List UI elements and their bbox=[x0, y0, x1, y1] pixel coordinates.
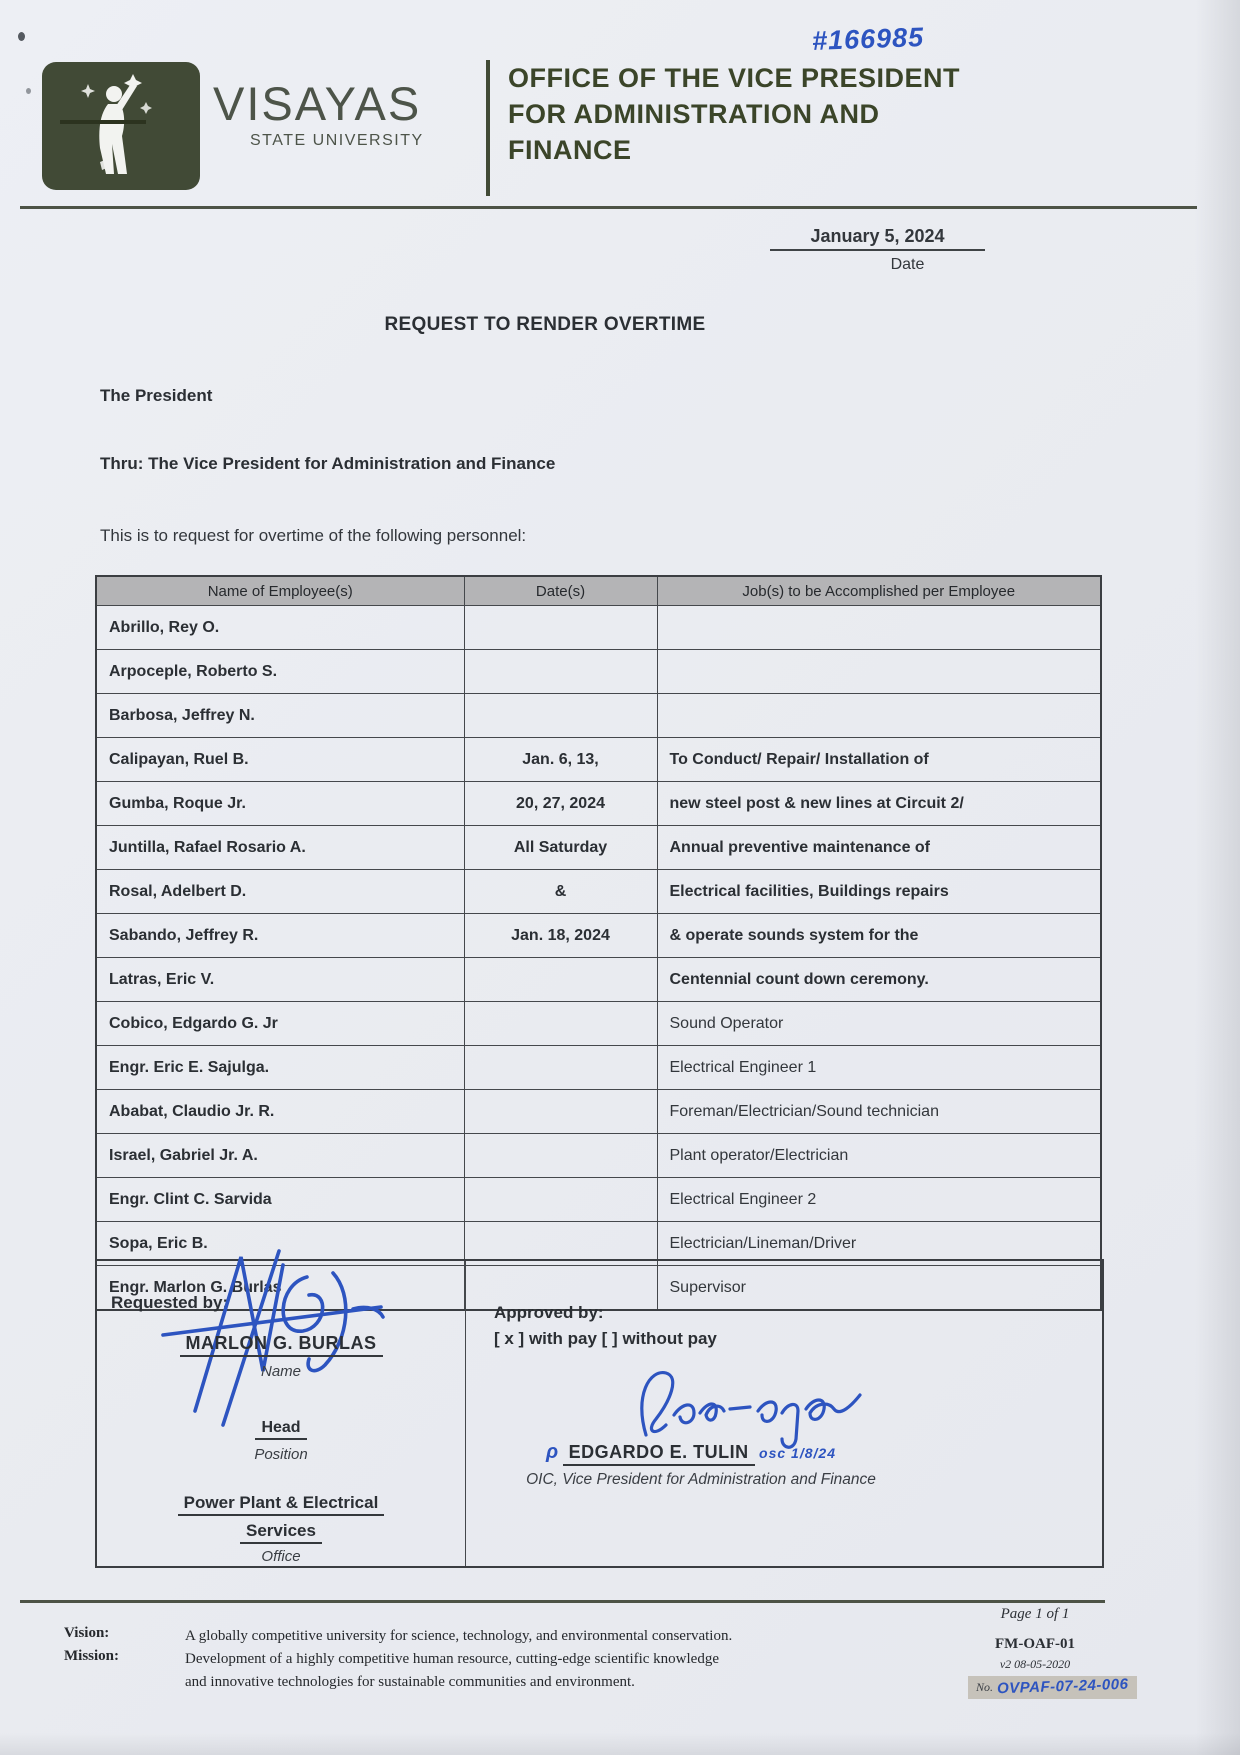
pay-options: [ x ] with pay [ ] without pay bbox=[494, 1329, 717, 1348]
job-cell: Centennial count down ceremony. bbox=[657, 958, 1101, 1002]
table-header-row bbox=[96, 576, 1101, 606]
approved-title: OIC, Vice President for Administration and Finance bbox=[526, 1471, 876, 1488]
requested-office-line1-row bbox=[97, 1493, 465, 1516]
requested-position: Head bbox=[255, 1419, 306, 1440]
employee-name-cell: Arpoceple, Roberto S. bbox=[96, 650, 464, 694]
date-cell bbox=[464, 1046, 657, 1090]
scan-speck bbox=[26, 88, 31, 94]
form-code: FM-OAF-01 bbox=[995, 1636, 1075, 1652]
mission-text-line1: Development of a highly competitive human resource, cutting-edge scientific knowledge bbox=[185, 1651, 719, 1667]
page-number: Page 1 of 1 bbox=[1000, 1606, 1070, 1622]
date-value: January 5, 2024 bbox=[770, 226, 985, 251]
col-header-job: Job(s) to be Accomplished per Employee bbox=[657, 576, 1101, 606]
vision-label: Vision: bbox=[64, 1625, 110, 1641]
approved-by-label: Approved by: bbox=[494, 1303, 604, 1322]
requested-office-line1: Power Plant & Electrical bbox=[178, 1493, 385, 1516]
date-cell bbox=[464, 650, 657, 694]
approved-by-cell bbox=[466, 1261, 1102, 1566]
job-cell: Sound Operator bbox=[657, 1002, 1101, 1046]
job-cell bbox=[657, 650, 1101, 694]
job-cell: To Conduct/ Repair/ Installation of bbox=[657, 738, 1101, 782]
date-cell bbox=[464, 1178, 657, 1222]
job-cell bbox=[657, 606, 1101, 650]
table-row bbox=[96, 1046, 1101, 1090]
requested-office-line2-row bbox=[97, 1521, 465, 1544]
employee-name-cell: Engr. Clint C. Sarvida bbox=[96, 1178, 464, 1222]
vsu-logo bbox=[42, 62, 200, 190]
approved-name: EDGARDO E. TULIN bbox=[563, 1442, 755, 1466]
employee-name-cell: Abrillo, Rey O. bbox=[96, 606, 464, 650]
requested-name-row bbox=[97, 1333, 465, 1357]
employee-name-cell: Latras, Eric V. bbox=[96, 958, 464, 1002]
table-row bbox=[96, 650, 1101, 694]
date-cell bbox=[464, 694, 657, 738]
employee-name-cell: Israel, Gabriel Jr. A. bbox=[96, 1134, 464, 1178]
date-cell: All Saturday bbox=[464, 826, 657, 870]
table-row bbox=[96, 738, 1101, 782]
employee-table-grid bbox=[95, 575, 1102, 1311]
date-cell: & bbox=[464, 870, 657, 914]
job-cell: Electrical facilities, Buildings repairs bbox=[657, 870, 1101, 914]
addressee: The President bbox=[100, 386, 213, 405]
doc-number-label: No. bbox=[976, 1680, 994, 1694]
date-cell bbox=[464, 1002, 657, 1046]
torch-bearer-icon bbox=[42, 62, 200, 190]
table-row bbox=[96, 826, 1101, 870]
job-cell: Plant operator/Electrician bbox=[657, 1134, 1101, 1178]
date-cell bbox=[464, 606, 657, 650]
university-name: VISAYAS bbox=[213, 77, 422, 130]
requested-by-cell bbox=[97, 1261, 466, 1566]
office-title-line3: FINANCE bbox=[508, 135, 632, 165]
employee-name-cell: Rosal, Adelbert D. bbox=[96, 870, 464, 914]
signature-block bbox=[95, 1259, 1104, 1568]
table-row bbox=[96, 1178, 1101, 1222]
thru-line: Thru: The Vice President for Administration and Finance bbox=[100, 454, 556, 473]
job-cell: Foreman/Electrician/Sound technician bbox=[657, 1090, 1101, 1134]
job-cell: Electrician/Lineman/Driver bbox=[657, 1222, 1101, 1266]
employee-name-cell: Gumba, Roque Jr. bbox=[96, 782, 464, 826]
job-cell: Supervisor bbox=[657, 1266, 1101, 1311]
scan-speck bbox=[18, 32, 25, 41]
date-cell: Jan. 18, 2024 bbox=[464, 914, 657, 958]
job-cell: new steel post & new lines at Circuit 2/ bbox=[657, 782, 1101, 826]
date-label: Date bbox=[890, 256, 925, 273]
employee-name-cell: Engr. Marlon G. Burlas bbox=[96, 1266, 464, 1311]
office-title bbox=[508, 60, 960, 168]
job-cell: & operate sounds system for the bbox=[657, 914, 1101, 958]
date-cell: Jan. 6, 13, bbox=[464, 738, 657, 782]
employee-name-cell: Calipayan, Ruel B. bbox=[96, 738, 464, 782]
doc-number-handwritten: OVPAF-07-24-006 bbox=[997, 1675, 1130, 1698]
header-divider bbox=[486, 60, 490, 196]
table-row bbox=[96, 1002, 1101, 1046]
table-row bbox=[96, 870, 1101, 914]
approved-initial-ink: ρ bbox=[546, 1441, 559, 1463]
table-row bbox=[96, 958, 1101, 1002]
table-row bbox=[96, 694, 1101, 738]
job-cell: Electrical Engineer 1 bbox=[657, 1046, 1101, 1090]
job-cell: Electrical Engineer 2 bbox=[657, 1178, 1101, 1222]
employee-name-cell: Ababat, Claudio Jr. R. bbox=[96, 1090, 464, 1134]
employee-name-cell: Sopa, Eric B. bbox=[96, 1222, 464, 1266]
table-row bbox=[96, 914, 1101, 958]
employee-name-cell: Cobico, Edgardo G. Jr bbox=[96, 1002, 464, 1046]
header-rule bbox=[20, 206, 1197, 209]
mission-text-line2: and innovative technologies for sustainable communities and environment. bbox=[185, 1674, 635, 1690]
employee-name-cell: Engr. Eric E. Sajulga. bbox=[96, 1046, 464, 1090]
document-title: REQUEST TO RENDER OVERTIME bbox=[384, 314, 706, 335]
employee-name-cell: Sabando, Jeffrey R. bbox=[96, 914, 464, 958]
table-row bbox=[96, 1134, 1101, 1178]
footer-rule bbox=[20, 1600, 1105, 1603]
col-header-name: Name of Employee(s) bbox=[96, 576, 464, 606]
requested-by-label: Requested by: bbox=[111, 1293, 229, 1312]
employee-table-body bbox=[96, 606, 1101, 1311]
col-header-date: Date(s) bbox=[464, 576, 657, 606]
date-cell: 20, 27, 2024 bbox=[464, 782, 657, 826]
requested-name-label: Name bbox=[260, 1363, 301, 1380]
job-cell: Annual preventive maintenance of bbox=[657, 826, 1101, 870]
employee-table bbox=[95, 575, 1102, 1311]
employee-name-cell: Juntilla, Rafael Rosario A. bbox=[96, 826, 464, 870]
date-cell bbox=[464, 1090, 657, 1134]
approved-date-note: osc 1/8/24 bbox=[759, 1445, 836, 1461]
date-cell bbox=[464, 958, 657, 1002]
table-row bbox=[96, 782, 1101, 826]
vision-text: A globally competitive university for science, technology, and environmental conservation. bbox=[185, 1628, 733, 1644]
office-title-line2: FOR ADMINISTRATION AND bbox=[508, 99, 880, 129]
handwritten-ref-number: #166985 bbox=[811, 22, 925, 56]
requested-name: MARLON G. BURLAS bbox=[180, 1333, 383, 1357]
employee-name-cell: Barbosa, Jeffrey N. bbox=[96, 694, 464, 738]
mission-label: Mission: bbox=[64, 1648, 120, 1664]
doc-number-highlight bbox=[968, 1676, 1137, 1699]
university-subtitle: STATE UNIVERSITY bbox=[250, 132, 424, 149]
requested-position-label: Position bbox=[254, 1446, 308, 1463]
job-cell bbox=[657, 694, 1101, 738]
office-title-line1: OFFICE OF THE VICE PRESIDENT bbox=[508, 63, 961, 93]
requested-position-row bbox=[97, 1419, 465, 1440]
approved-name-row bbox=[466, 1441, 916, 1466]
table-row bbox=[96, 1090, 1101, 1134]
requested-office-line2: Services bbox=[240, 1521, 322, 1544]
table-row bbox=[96, 606, 1101, 650]
form-version: v2 08-05-2020 bbox=[999, 1657, 1071, 1671]
date-cell bbox=[464, 1134, 657, 1178]
requested-office-label: Office bbox=[261, 1548, 301, 1565]
approved-signature-ink bbox=[616, 1365, 926, 1443]
intro-line: This is to request for overtime of the following personnel: bbox=[100, 526, 527, 545]
